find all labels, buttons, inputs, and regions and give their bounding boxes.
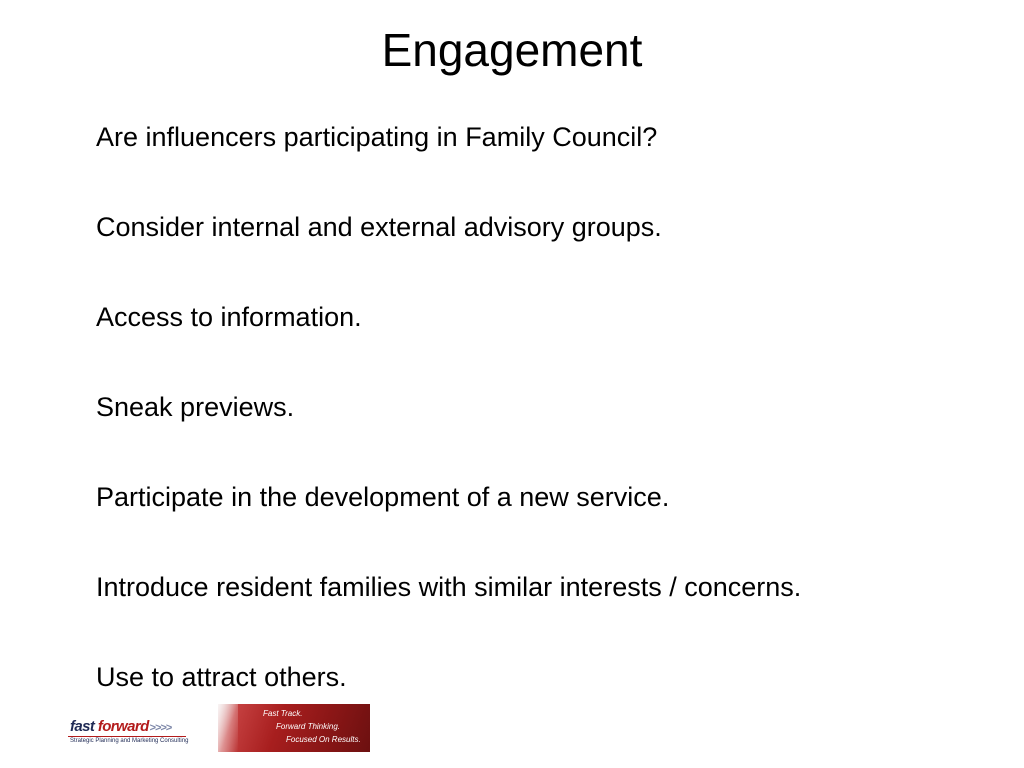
- logo-slogan-line: Focused On Results.: [286, 735, 361, 744]
- logo-divider: [68, 736, 186, 737]
- logo-slogan-line: Forward Thinking.: [276, 722, 341, 731]
- fast-forward-logo: [58, 704, 370, 752]
- bullet-item: Use to attract others.: [96, 662, 347, 692]
- bullet-item: Access to information.: [96, 302, 362, 332]
- bullet-item: Participate in the development of a new service.: [96, 482, 670, 512]
- bullet-item: Introduce resident families with similar interests / concerns.: [96, 572, 802, 602]
- bullet-item: Are influencers participating in Family Council?: [96, 122, 658, 152]
- logo-brand-forward: forward: [97, 718, 149, 735]
- bullet-list: [96, 114, 976, 744]
- logo-slogan-panel: [218, 704, 370, 752]
- slide-title: Engagement: [381, 24, 643, 76]
- logo-tagline: Strategic Planning and Marketing Consulting: [70, 738, 189, 744]
- logo-brand-fast: fast: [70, 718, 98, 735]
- logo-brand-name: [70, 718, 171, 735]
- logo-brand-panel: [58, 704, 228, 752]
- logo-arrows-icon: >>>>: [149, 722, 172, 734]
- bullet-item: Consider internal and external advisory groups.: [96, 212, 662, 242]
- logo-slogan-line: Fast Track.: [263, 709, 303, 718]
- bullet-item: Sneak previews.: [96, 392, 295, 422]
